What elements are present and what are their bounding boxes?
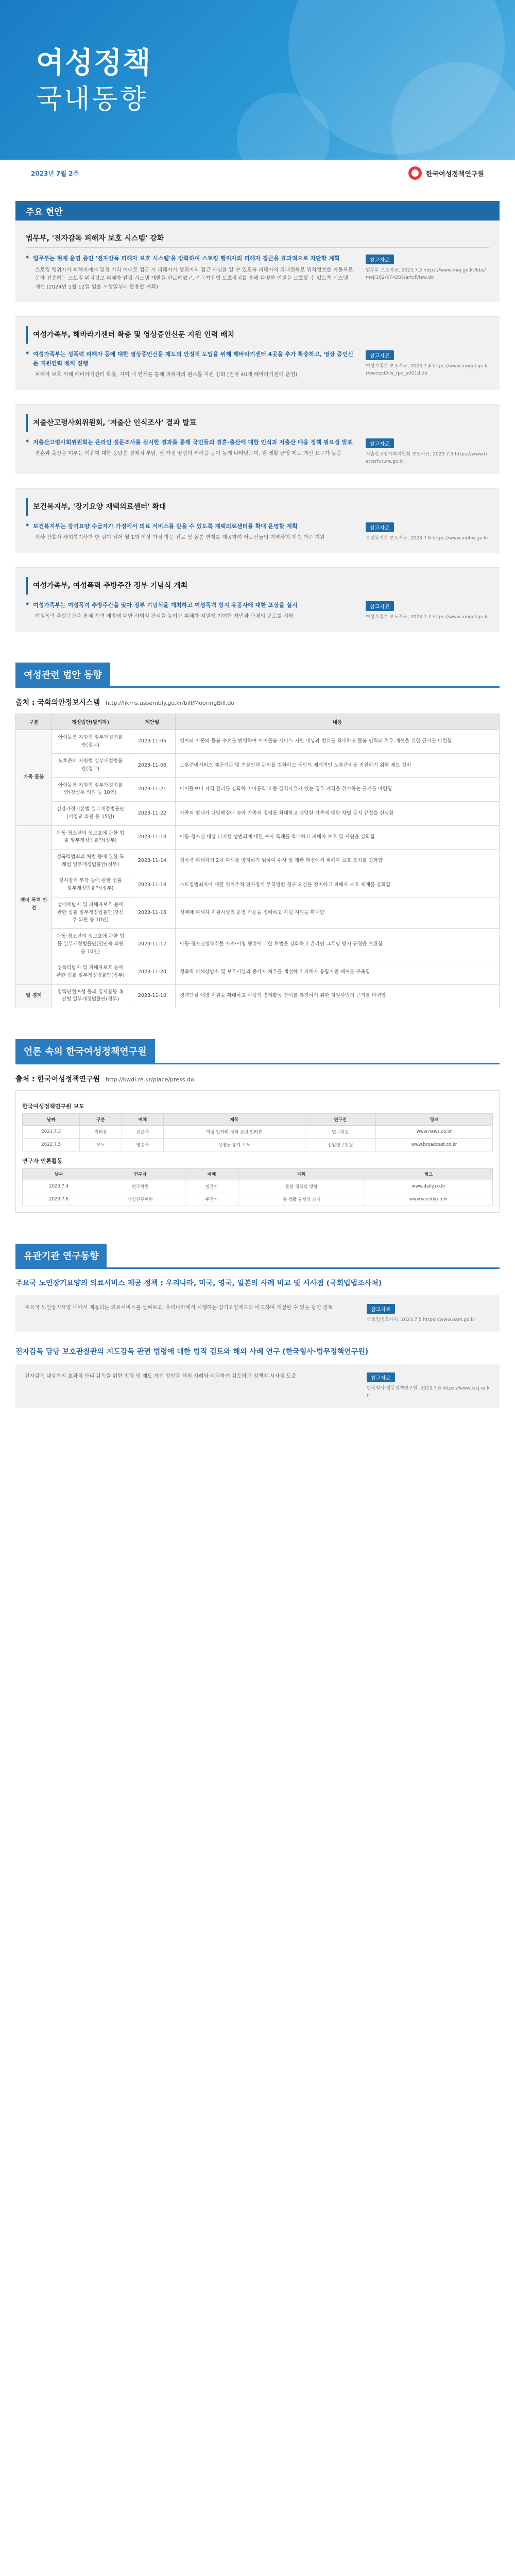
hero-title: 여성정책 xyxy=(36,46,152,80)
bill-name-cell: 건강가정기본법 일부개정법률안(서영교 의원 등 15인) xyxy=(52,802,129,825)
reference-link[interactable]: 보건복지부 보도자료, 2023.7.6 https://www.mohw.go.kr xyxy=(366,535,489,541)
press-source-label: 출처 : 한국여성정책연구원 xyxy=(15,1075,100,1084)
bill-date-cell: 2023-11-22 xyxy=(129,802,176,825)
bill-content-cell: 영아와 아동의 돌봄 수요를 반영하여 아이돌봄 서비스 지원 대상과 범위를 확대하고 돌봄 인력의 처우 개선을 위한 근거를 마련함 xyxy=(176,730,500,753)
table-header: 구분 xyxy=(80,1114,122,1126)
reference-badge: 참고자료 xyxy=(366,438,394,448)
table-cell: 여성 일자리 정책 관련 인터뷰 xyxy=(164,1126,305,1139)
bill-content-cell: 가족의 형태가 다양해짐에 따라 가족의 정의를 확대하고 다양한 가족에 대한 차별 금지 규정을 신설함 xyxy=(176,802,500,825)
policy-title: 저출산고령사회위원회, '저출산 인식조사' 결과 발표 xyxy=(26,414,489,432)
table-cell: 돌봄 정책의 방향 xyxy=(238,1180,365,1193)
main-issue-detail: 스토킹 행위자가 피해자에게 일정 거리 이내로 접근 시 피해자가 행위자의 접근 사실을 알 수 있도록 피해자의 휴대전화로 위치정보를 자동으로 문자 전송하는 스토킹 위치정보 피해자 알림 시스템 개발을 완료하였고, 손목착용형 보호장치를 통해 다양한 인원을 보호할 수 있도록 시스템 개선 (2024년 1월 12일 법률 시행일부터 활용할 계획) xyxy=(35,267,353,290)
table-row xyxy=(23,1193,493,1206)
table-header: 제목 xyxy=(238,1168,365,1180)
policy-summary: ◆ 여성가족부는 여성폭력 추방주간을 맞아 정부 기념식을 개최하고 여성폭력 방지 유공자에 대한 포상을 실시 xyxy=(26,601,353,610)
related-item-box xyxy=(15,1295,500,1332)
bill-date-cell: 2023-11-17 xyxy=(129,929,176,960)
bill-date-cell: 2023-11-14 xyxy=(129,850,176,873)
table-cell: 주간지 xyxy=(185,1193,238,1206)
reference-badge: 참고자료 xyxy=(366,255,394,264)
related-item-body: 주요국 노인장기요양 내에서 제공되는 의료서비스를 살펴보고, 우리나라에서 시행하는 장기요양제도와 비교하여 개선할 수 있는 방안 검토 xyxy=(25,1305,333,1311)
press-source-link[interactable]: http://kwdi.re.kr/place/press.do xyxy=(106,1076,194,1083)
bill-name-cell: 아이돌봄 지원법 일부개정법률안(정부) xyxy=(52,730,129,753)
bill-name-cell: 성매매방지 및 피해자보호 등에 관한 법률 일부개정법률안(강선우 의원 등 10인) xyxy=(52,897,129,928)
main-issue-header: 주요 현안 xyxy=(15,201,500,221)
table-row xyxy=(16,960,500,984)
table-cell[interactable]: www.daily.co.kr xyxy=(365,1180,493,1193)
policy-title: 보건복지부, '장기요양 재택의료센터' 확대 xyxy=(26,498,489,516)
press-table-title: 한국여성정책연구원 보도 xyxy=(22,1103,84,1110)
researcher-table xyxy=(22,1168,493,1206)
press-source xyxy=(15,1074,500,1084)
table-cell: 2023.7.6 xyxy=(23,1193,95,1206)
table-cell: 성평등 통계 보도 xyxy=(164,1139,305,1151)
category-cell: 일 경제 xyxy=(16,984,52,1008)
reference-link[interactable]: 한국형사·법무정책연구원, 2023.7.6 https://www.kicj.re.kr xyxy=(367,1386,490,1398)
table-header: 날짜 xyxy=(23,1114,80,1126)
hero-info-bar xyxy=(0,160,515,187)
reference-link[interactable]: 여성가족부 보도자료, 2023.7.7 https://www.mogef.go.kr xyxy=(366,614,489,620)
table-cell: 일간지 xyxy=(185,1180,238,1193)
policy-summary: ◆ 여성가족부는 성폭력 피해자 등에 대한 영상증언신문 제도의 안정적 도입을 위해 해바라기센터 4곳을 추가 확충하고, 영상 증인신문 지원인력 배치 진행 xyxy=(26,350,353,368)
related-item-title: 전자감독 담당 보호관찰관의 지도감독 관련 법령에 대한 법적 검토와 해외 사례 연구 (한국형사·법무정책연구원) xyxy=(15,1348,369,1357)
table-row xyxy=(16,754,500,777)
category-cell: 가족 돌봄 xyxy=(16,730,52,825)
reference-link[interactable]: 국회입법조사처, 2023.7.5 https://www.nars.go.kr xyxy=(367,1317,476,1323)
bill-name-cell: 노후준비 지원법 일부개정법률안(정부) xyxy=(52,754,129,777)
bill-date-cell: 2023-11-06 xyxy=(129,730,176,753)
policy-detail: 의사·간호사·사회복지사가 한 팀이 되어 월 1회 이상 가정 방문 진료 및 돌봄 연계를 제공하여 어르신들의 지역사회 계속 거주 지원 xyxy=(35,535,325,541)
policy-section-2 xyxy=(15,404,500,474)
reference-badge: 참고자료 xyxy=(366,522,394,532)
reference-badge: 참고자료 xyxy=(366,350,394,360)
bill-content-cell: 성매매 피해자 지원시설의 운영 기준을 정비하고 자립 지원을 확대함 xyxy=(176,897,500,928)
bill-content-cell: 아동·청소년성착취물 소지·시청 행위에 대한 처벌을 강화하고 온라인 그루밍 방지 규정을 보완함 xyxy=(176,929,500,960)
bill-date-cell: 2023-11-10 xyxy=(129,984,176,1008)
table-cell: 인터뷰 xyxy=(80,1126,122,1139)
bill-name-cell: 아동·청소년의 성보호에 관한 법률 일부개정법률안(권인숙 의원 등 10인) xyxy=(52,929,129,960)
table-header: 제목 xyxy=(164,1114,305,1126)
bills-section xyxy=(15,663,500,1008)
table-row xyxy=(23,1139,493,1151)
table-cell: 연구위원 xyxy=(95,1180,185,1193)
bill-content-cell: 아이돌보미 자격 관리를 강화하고 아동학대 등 결격사유가 있는 경우 자격을 취소하는 근거를 마련함 xyxy=(176,777,500,801)
press-section xyxy=(15,1039,500,1213)
reference-badge: 참고자료 xyxy=(366,601,394,611)
bill-name-cell: 전자장치 부착 등에 관한 법률 일부개정법률안(정부) xyxy=(52,873,129,897)
reference-badge: 참고자료 xyxy=(367,1372,395,1382)
org-name: 한국여성정책연구원 xyxy=(425,170,484,178)
hero-subtitle: 국내동향 xyxy=(36,84,148,115)
related-item-box xyxy=(15,1364,500,1408)
bills-source xyxy=(15,697,500,707)
table-header: 연구자 xyxy=(95,1168,185,1180)
bill-name-cell: 경력단절여성 등의 경제활동 촉진법 일부개정법률안(정부) xyxy=(52,984,129,1008)
policy-section-4 xyxy=(15,567,500,632)
bill-content-cell: 노후준비서비스 제공기관 및 전문인력 관리를 강화하고 국민의 체계적인 노후준비를 지원하기 위한 제도 정비 xyxy=(176,754,500,777)
table-cell: 일·생활 균형의 과제 xyxy=(238,1193,365,1206)
policy-summary: ◆ 보건복지부는 장기요양 수급자가 가정에서 의료 서비스를 받을 수 있도록 재택의료센터를 확대 운영할 계획 xyxy=(26,522,353,531)
press-table xyxy=(22,1113,493,1151)
table-header: 개정법안(발의자) xyxy=(52,714,129,730)
policy-title: 여성가족부, 여성폭력 추방주간 정부 기념식 개최 xyxy=(26,577,489,595)
table-cell: 연구위원 xyxy=(305,1126,376,1139)
bill-name-cell: 성폭력방지 및 피해자보호 등에 관한 법률 일부개정법률안(정부) xyxy=(52,960,129,984)
table-row xyxy=(16,929,500,960)
press-section-title: 언론 속의 한국여성정책연구원 xyxy=(15,1039,155,1063)
bill-date-cell: 2023-11-21 xyxy=(129,777,176,801)
related-item-body: 전자감독 대상자의 효과적 관리 감독을 위한 법령 및 제도 개선 방안을 해외 사례와 비교하여 검토하고 정책적 시사점 도출 xyxy=(25,1374,297,1380)
table-cell[interactable]: www.broadcast.co.kr xyxy=(376,1139,493,1151)
bill-content-cell: 스토킹범죄자에 대한 위치추적 전자장치 부착명령 청구 요건을 정비하고 피해자 보호 체계를 강화함 xyxy=(176,873,500,897)
bill-content-cell: 경력단절 예방 지원을 확대하고 여성의 경제활동 참여를 촉진하기 위한 지원사업의 근거를 마련함 xyxy=(176,984,500,1008)
bill-date-cell: 2023-11-14 xyxy=(129,873,176,897)
issue-date: 2023년 7월 2주 xyxy=(31,170,79,177)
main-issue-panel xyxy=(15,201,500,302)
press-table-wrap xyxy=(15,1090,500,1213)
reference-link[interactable]: 저출산고령사회위원회 보도자료, 2023.7.5 https://www.betterfuture.go.kr xyxy=(366,451,487,464)
hero-banner xyxy=(0,0,515,187)
bill-name-cell: 아이돌봄 지원법 일부개정법률안(강선우 의원 등 10인) xyxy=(52,777,129,801)
table-header: 구분 xyxy=(16,714,52,730)
bill-name-cell: 아동·청소년의 성보호에 관한 법률 일부개정법률안(정부) xyxy=(52,825,129,849)
table-row xyxy=(16,730,500,753)
table-row xyxy=(16,850,500,873)
table-row xyxy=(16,777,500,801)
bill-date-cell: 2023-11-20 xyxy=(129,960,176,984)
policy-section-3 xyxy=(15,488,500,553)
policy-summary: ◆ 저출산고령사회위원회는 온라인 설문조사를 실시한 결과를 통해 국민들의 결혼·출산에 대한 인식과 저출산 대응 정책 필요성 발표 xyxy=(26,438,353,447)
table-row xyxy=(23,1180,493,1193)
table-cell: 방송사 xyxy=(122,1139,163,1151)
table-header: 매체 xyxy=(185,1168,238,1180)
related-item-title: 주요국 노인장기요양의 의료서비스 제공 정책 : 우리나라, 미국, 영국, 일본의 사례 비교 및 시사점 (국회입법조사처) xyxy=(15,1279,382,1288)
table-cell: 2023.7.3 xyxy=(23,1126,80,1139)
bills-section-title: 여성관련 법안 동향 xyxy=(15,663,110,686)
table-cell[interactable]: www.news.co.kr xyxy=(376,1126,493,1139)
bills-source-link[interactable]: http://likms.assembly.go.kr/bill/MooringBill.do xyxy=(106,699,235,706)
bills-source-label: 출처 : 국회의안정보시스템 xyxy=(15,698,100,707)
table-header: 날짜 xyxy=(23,1168,95,1180)
policy-detail: 여성폭력 추방주간을 통해 폭력 예방에 대한 사회적 관심을 높이고 피해자 지원에 기여한 개인과 단체의 공로를 치하 xyxy=(35,614,294,620)
bill-date-cell: 2023-11-14 xyxy=(129,825,176,849)
table-row xyxy=(16,825,500,849)
table-row xyxy=(16,897,500,928)
bill-date-cell: 2023-11-16 xyxy=(129,897,176,928)
bill-content-cell: 성폭력 피해상담소 및 보호시설의 종사자 처우를 개선하고 피해자 통합지원 체계를 구축함 xyxy=(176,960,500,984)
table-cell: 선임연구위원 xyxy=(305,1139,376,1151)
bill-date-cell: 2023-11-06 xyxy=(129,754,176,777)
table-header: 링크 xyxy=(376,1114,493,1126)
bills-table-body xyxy=(16,730,500,1008)
table-header: 링크 xyxy=(365,1168,493,1180)
table-row xyxy=(23,1126,493,1139)
table-row xyxy=(16,984,500,1008)
org-logo[interactable] xyxy=(408,166,484,180)
policy-title: 여성가족부, 해바라기센터 확충 및 영상증인신문 지원 인력 배치 xyxy=(26,326,489,344)
reference-link[interactable]: 법무부 보도자료, 2023.7.3 https://www.moj.go.kr/bbs/moj/182/574283/artclView.do xyxy=(366,268,486,280)
table-header: 제안일 xyxy=(129,714,176,730)
reference-badge: 참고자료 xyxy=(367,1304,395,1314)
main-issue-title: 법무부, '전자감독 피해자 보호 시스템' 강화 xyxy=(26,230,489,248)
bill-name-cell: 성폭력범죄의 처벌 등에 관한 특례법 일부개정법률안(정부) xyxy=(52,850,129,873)
category-cell: 젠더 폭력 안전 xyxy=(16,825,52,984)
table-row xyxy=(16,802,500,825)
table-cell: 신문사 xyxy=(122,1126,163,1139)
policy-detail: 결혼과 출산을 미루는 이유에 대한 응답은 경제적 부담, 일·가정 양립의 어려움 등이 높게 나타났으며, 일·생활 균형 제도 개선 요구가 높음 xyxy=(35,451,341,457)
table-cell: 선임연구위원 xyxy=(95,1193,185,1206)
main-issue-summary: ◆ 법무부는 현재 운영 중인 '전자감독 피해자 보호 시스템'을 강화하여 스토킹 행위자의 피해자 접근을 효과적으로 차단할 계획 xyxy=(26,254,353,263)
table-row xyxy=(16,873,500,897)
related-section xyxy=(15,1244,500,1408)
policy-section-1 xyxy=(15,316,500,390)
table-cell: 보도 xyxy=(80,1139,122,1151)
bill-content-cell: 아동·청소년 대상 디지털 성범죄에 대한 수사 특례를 확대하고 피해자 보호 및 지원을 강화함 xyxy=(176,825,500,849)
table-header: 내용 xyxy=(176,714,500,730)
policy-detail: 피해자 보호 위해 해바라기센터 확충, 지역 내 연계를 통해 피해자의 원스톱 지원 강화 (전국 40개 해바라기센터 운영) xyxy=(35,372,298,378)
kwdi-logo-icon xyxy=(408,166,422,180)
bill-content-cell: 성폭력 피해자의 2차 피해를 방지하기 위하여 수사 및 재판 과정에서 피해자 보호 조치를 강화함 xyxy=(176,850,500,873)
researcher-table-title: 연구자 언론활동 xyxy=(22,1158,63,1165)
table-cell[interactable]: www.weekly.co.kr xyxy=(365,1193,493,1206)
table-cell: 2023.7.5 xyxy=(23,1139,80,1151)
related-section-title: 유관기관 연구동향 xyxy=(15,1244,107,1267)
table-header: 연구진 xyxy=(305,1114,376,1126)
reference-link[interactable]: 여성가족부 보도자료, 2023.7.4 https://www.mogef.go.kr/nw/rpd/nw_rpd_s001d.do xyxy=(366,364,488,377)
table-cell: 2023.7.4 xyxy=(23,1180,95,1193)
bills-table xyxy=(15,714,500,1008)
table-header: 매체 xyxy=(122,1114,163,1126)
